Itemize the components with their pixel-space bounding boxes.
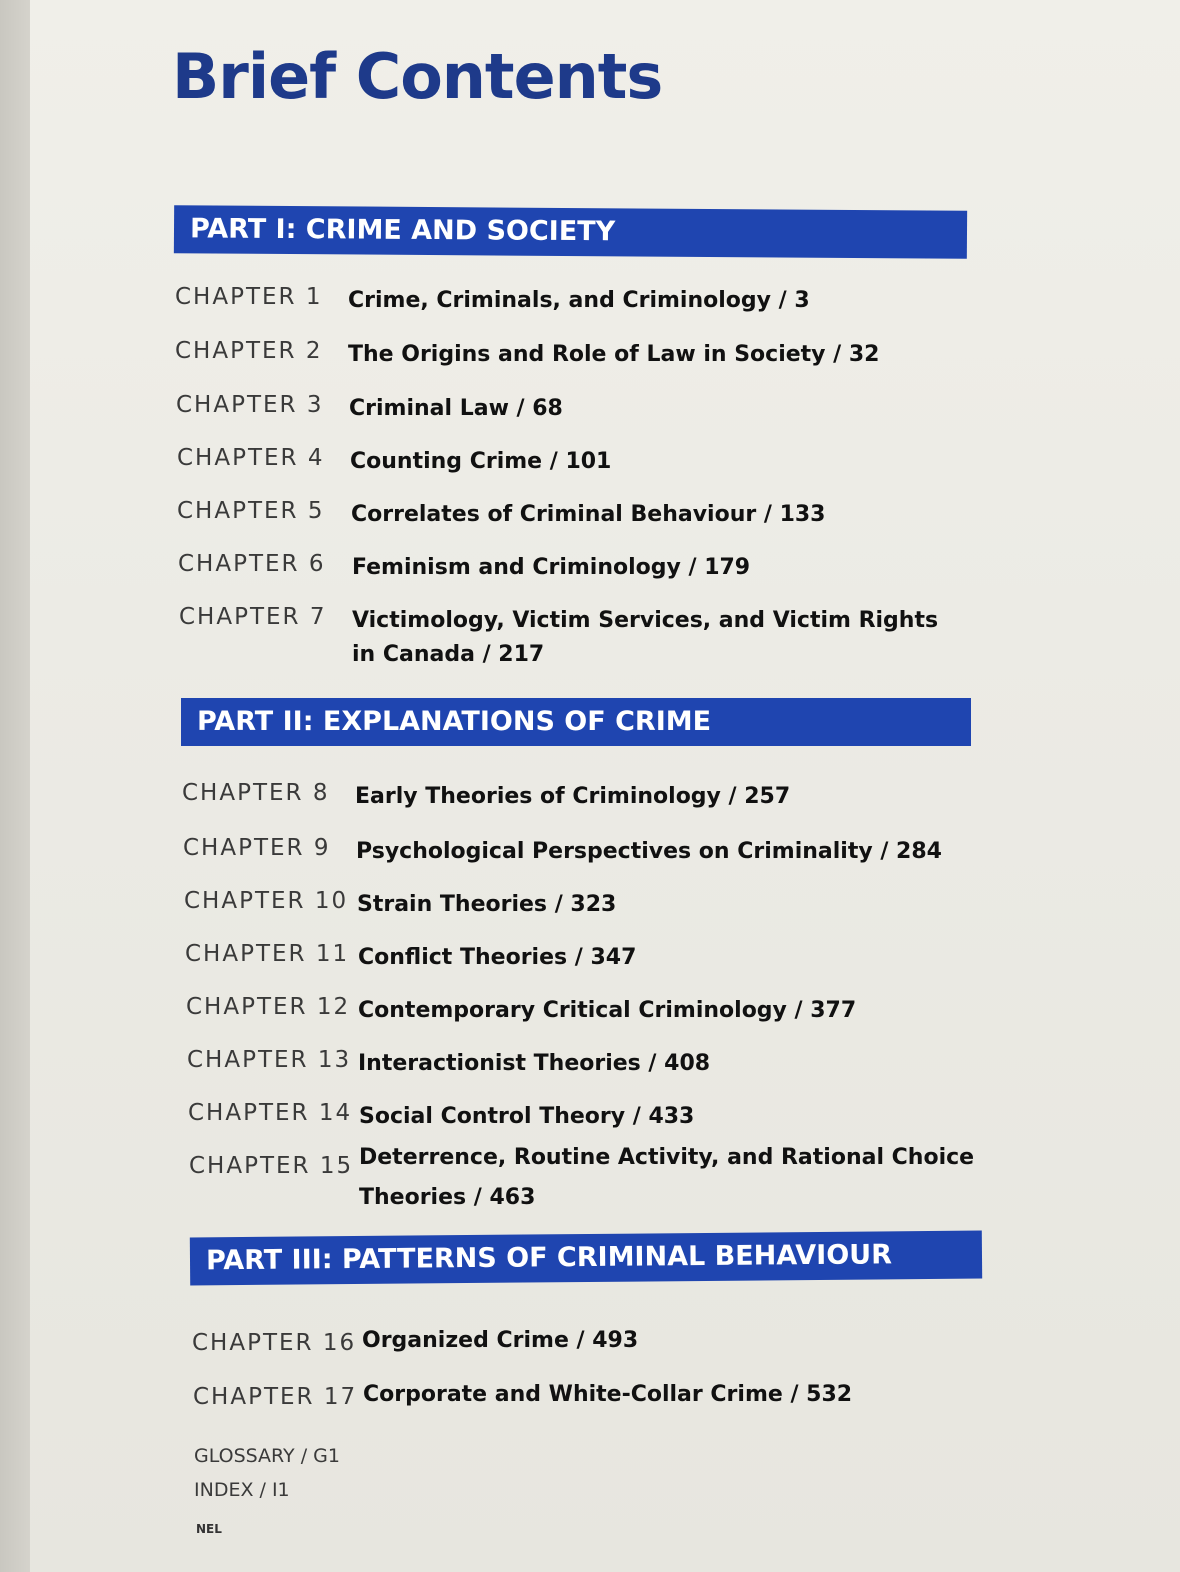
chapter-title: Corporate and White-Collar Crime / 532 [363,1382,853,1407]
part-3-header: PART III: PATTERNS OF CRIMINAL BEHAVIOUR [190,1231,982,1286]
chapter-title: Contemporary Critical Criminology / 377 [358,998,857,1023]
chapter-label: CHAPTER 16 [192,1330,357,1356]
part-2-header: PART II: EXPLANATIONS OF CRIME [181,698,971,746]
chapter-title: Correlates of Criminal Behaviour / 133 [351,502,826,527]
part-1-header: PART I: CRIME AND SOCIETY [174,205,967,259]
chapter-title-continued: in Canada / 217 [352,642,545,667]
chapter-label: CHAPTER 13 [187,1047,352,1073]
chapter-title: Organized Crime / 493 [362,1328,639,1353]
chapter-label: CHAPTER 1 [175,284,323,310]
chapter-label: CHAPTER 8 [182,780,330,806]
chapter-title: Social Control Theory / 433 [359,1104,695,1129]
chapter-label: CHAPTER 9 [183,835,331,861]
chapter-title: Strain Theories / 323 [357,892,617,917]
chapter-title: Criminal Law / 68 [349,396,563,421]
chapter-label: CHAPTER 5 [177,498,325,524]
chapter-title: Feminism and Criminology / 179 [352,555,751,580]
index-entry: INDEX / I1 [194,1479,290,1501]
chapter-title: Counting Crime / 101 [350,449,612,474]
chapter-label: CHAPTER 10 [184,888,349,914]
chapter-title: Deterrence, Routine Activity, and Rational Choice [359,1145,975,1170]
publisher-mark: NEL [196,1522,222,1536]
chapter-title: Victimology, Victim Services, and Victim Rights [352,608,939,633]
chapter-label: CHAPTER 14 [188,1100,353,1126]
chapter-title: The Origins and Role of Law in Society / 32 [348,342,880,367]
chapter-title: Conflict Theories / 347 [358,945,637,970]
chapter-title-continued: Theories / 463 [359,1185,536,1210]
chapter-title: Crime, Criminals, and Criminology / 3 [348,288,810,313]
chapter-label: CHAPTER 7 [179,604,327,630]
chapter-label: CHAPTER 3 [176,392,324,418]
chapter-label: CHAPTER 2 [175,338,323,364]
glossary-entry: GLOSSARY / G1 [194,1445,340,1467]
chapter-title: Interactionist Theories / 408 [358,1051,711,1076]
chapter-label: CHAPTER 6 [178,551,326,577]
chapter-label: CHAPTER 15 [189,1153,354,1179]
chapter-label: CHAPTER 12 [186,994,351,1020]
chapter-label: CHAPTER 4 [177,445,325,471]
chapter-title: Psychological Perspectives on Criminality / 284 [356,839,942,864]
chapter-title: Early Theories of Criminology / 257 [355,784,791,809]
chapter-label: CHAPTER 17 [193,1384,358,1410]
page-title: Brief Contents [172,40,663,113]
chapter-label: CHAPTER 11 [185,941,350,967]
